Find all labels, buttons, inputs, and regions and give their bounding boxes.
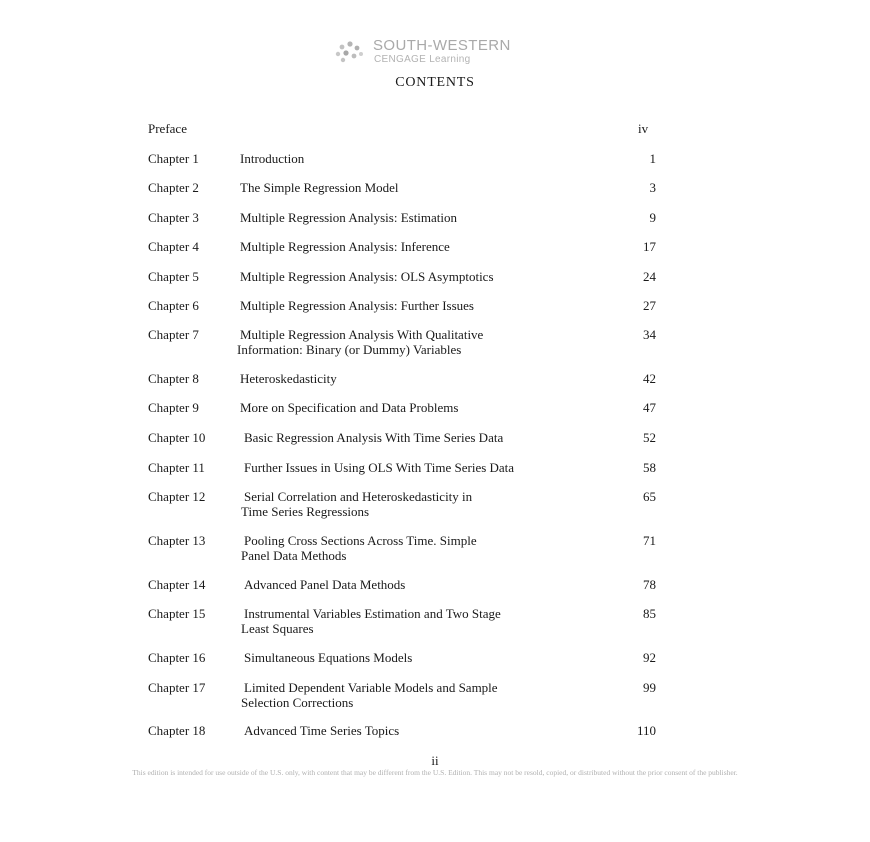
toc-title (240, 298, 620, 313)
toc-page: 27 (643, 298, 656, 313)
toc-title-line: Further Issues in Using OLS With Time Series Data (244, 460, 515, 475)
toc-label: Preface (148, 121, 187, 136)
toc-page: 9 (649, 210, 656, 225)
toc-label: Chapter 17 (148, 680, 206, 695)
toc-title-line: Least Squares (241, 621, 314, 636)
toc-page: 42 (643, 371, 656, 386)
toc-title (240, 269, 620, 284)
toc-title-line: Panel Data Methods (241, 548, 347, 563)
toc-label: Chapter 18 (148, 723, 206, 738)
logo-subtext: CENGAGE Learning (374, 54, 471, 65)
page-title: CONTENTS (395, 75, 475, 90)
toc-title (241, 489, 624, 519)
toc-label: Chapter 11 (148, 460, 205, 475)
page-number: ii (431, 753, 439, 768)
toc-page: 110 (636, 723, 656, 738)
toc-title (241, 680, 624, 710)
toc-title-line: Advanced Time Series Topics (244, 723, 400, 738)
toc-title-line: Pooling Cross Sections Across Time. Simple (244, 533, 477, 548)
logo-mark-icon (333, 40, 367, 64)
toc-label: Chapter 9 (148, 400, 199, 415)
toc-title-line: Heteroskedasticity (240, 371, 337, 386)
toc-page: 34 (643, 327, 656, 342)
toc-page: 17 (643, 239, 656, 254)
toc-page: 99 (643, 680, 656, 695)
toc-page: 3 (649, 180, 656, 195)
toc-page: 58 (643, 460, 656, 475)
toc-page: 92 (643, 650, 656, 665)
toc-label: Chapter 10 (148, 430, 206, 445)
toc-title-line: Multiple Regression Analysis With Qualitative (240, 327, 484, 342)
toc-label: Chapter 16 (148, 650, 206, 665)
toc-page: 65 (643, 489, 656, 504)
toc-label: Chapter 2 (148, 180, 199, 195)
toc-title (244, 723, 624, 738)
toc-label: Chapter 14 (148, 577, 206, 592)
toc-label: Chapter 7 (148, 327, 199, 342)
toc-title (237, 327, 620, 357)
toc-title-line: Time Series Regressions (241, 504, 370, 519)
toc-page: 71 (643, 533, 656, 548)
toc-label: Chapter 6 (148, 298, 199, 313)
toc-title-line: Multiple Regression Analysis: Inference (240, 239, 450, 254)
toc-page: 24 (643, 269, 656, 284)
toc-page: 85 (643, 606, 656, 621)
toc-label: Chapter 4 (148, 239, 199, 254)
toc-title-line: Simultaneous Equations Models (244, 650, 413, 665)
toc-title-line: Basic Regression Analysis With Time Series Data (244, 430, 504, 445)
toc-title (244, 430, 624, 445)
toc-title-line: Advanced Panel Data Methods (244, 577, 406, 592)
toc-title (240, 180, 620, 195)
toc-title (244, 650, 624, 665)
toc-page: 1 (649, 151, 656, 166)
toc-title-line: Limited Dependent Variable Models and Sample (244, 680, 498, 695)
toc-title-line: Multiple Regression Analysis: OLS Asymptotics (240, 269, 494, 284)
toc-page: 47 (643, 400, 656, 415)
toc-page: iv (638, 121, 649, 136)
toc-label: Chapter 15 (148, 606, 206, 621)
toc-title (244, 577, 624, 592)
toc-label: Chapter 8 (148, 371, 199, 386)
toc-title-line: Multiple Regression Analysis: Further Issues (240, 298, 474, 313)
toc-title-line: Multiple Regression Analysis: Estimation (240, 210, 458, 225)
toc-title-line: More on Specification and Data Problems (240, 400, 459, 415)
toc-label: Chapter 12 (148, 489, 206, 504)
toc-label: Chapter 13 (148, 533, 206, 548)
toc-title-line: Information: Binary (or Dummy) Variables (237, 342, 462, 357)
toc-title (240, 400, 620, 415)
toc-title-line: Selection Corrections (241, 695, 354, 710)
toc-title (241, 606, 624, 636)
footer-notice: This edition is intended for use outside of the U.S. only, with content that may be different from the U.S. Edition. This may not be resold, copied, or distributed without the prior consent of the publisher. (132, 768, 738, 777)
toc-title-line: Introduction (240, 151, 305, 166)
toc-title-line: Serial Correlation and Heteroskedasticity in (244, 489, 473, 504)
toc-page: 52 (643, 430, 656, 445)
toc-title (240, 239, 620, 254)
toc-title-line: The Simple Regression Model (240, 180, 399, 195)
toc-title (240, 151, 620, 166)
toc-title (244, 460, 624, 475)
toc-title (240, 210, 620, 225)
toc-title-line: Instrumental Variables Estimation and Two Stage (244, 606, 501, 621)
logo-text: SOUTH-WESTERN (373, 37, 511, 54)
toc-label: Chapter 3 (148, 210, 199, 225)
toc-label: Chapter 1 (148, 151, 199, 166)
toc-title (241, 533, 624, 563)
toc-page: 78 (643, 577, 656, 592)
toc-label: Chapter 5 (148, 269, 199, 284)
toc-title (240, 371, 620, 386)
